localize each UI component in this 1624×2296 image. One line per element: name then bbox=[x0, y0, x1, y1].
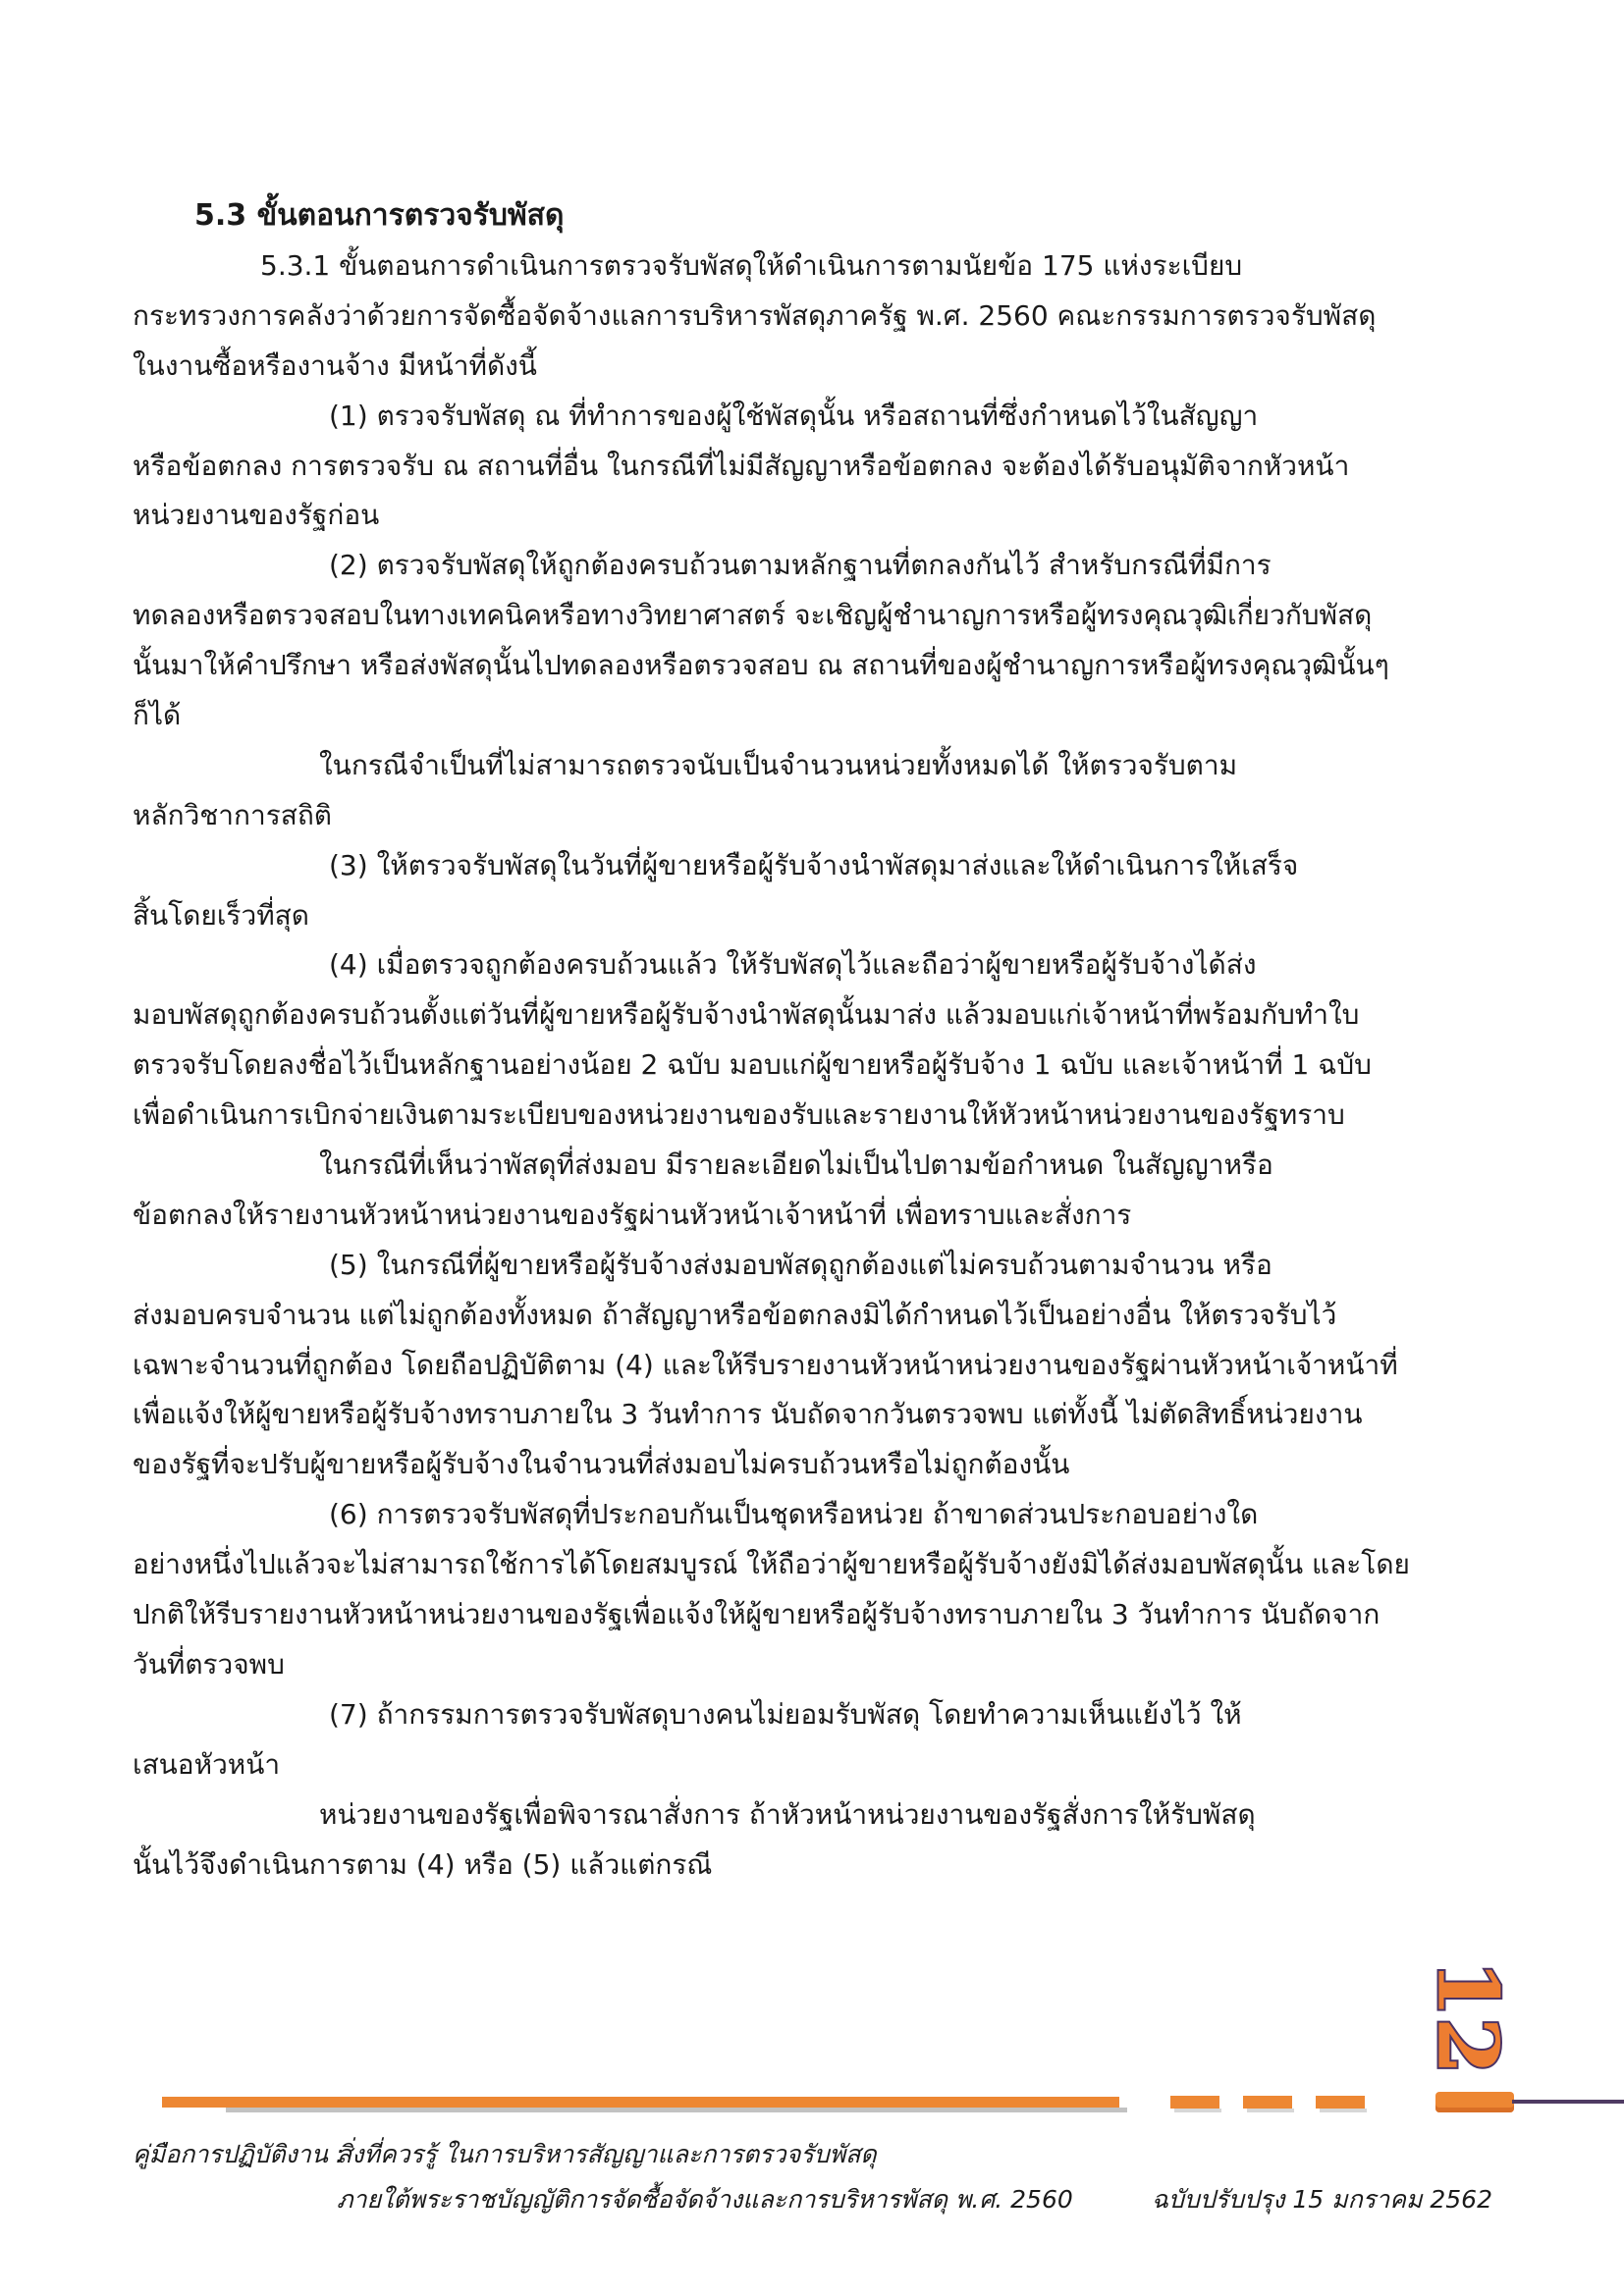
footer-revision-date: ฉบับปรับปรุง 15 มกราคม 2562 bbox=[1152, 2185, 1492, 2214]
page-footer bbox=[0, 2132, 1624, 2222]
text-line: ส่งมอบครบจำนวน แต่ไม่ถูกต้องทั้งหมด ถ้าสัญญาหรือข้อตกลงมิได้กำหนดไว้เป็นอย่างอื่น ให้ตรวจรับไว้ bbox=[133, 1298, 1337, 1331]
page-number-text: 12 bbox=[1419, 1959, 1517, 2075]
footer-manual-subtitle: ภายใต้พระราชบัญญัติการจัดซื้อจัดจ้างและการบริหารพัสดุ พ.ศ. 2560 bbox=[337, 2185, 1073, 2214]
document-lines bbox=[133, 241, 1507, 1890]
section-heading: 5.3 ขั้นตอนการตรวจรับพัสดุ bbox=[194, 198, 565, 233]
page-number bbox=[1414, 1951, 1522, 2084]
text-line: หน่วยงานของรัฐเพื่อพิจารณาสั่งการ ถ้าหัวหน้าหน่วยงานของรัฐสั่งการให้รับพัสดุ bbox=[319, 1797, 1256, 1831]
text-line: ปกติให้รีบรายงานหัวหน้าหน่วยงานของรัฐเพื่อแจ้งให้ผู้ขายหรือผู้รับจ้างทราบภายใน 3 วันทำการ นับถัดจาก bbox=[133, 1598, 1380, 1631]
text-line: ตรวจรับโดยลงชื่อไว้เป็นหลักฐานอย่างน้อย 2 ฉบับ มอบแก่ผู้ขายหรือผู้รับจ้าง 1 ฉบับ และเจ้าหน้าที่ 1 ฉบับ bbox=[133, 1048, 1372, 1082]
divider-dash bbox=[1243, 2096, 1292, 2109]
footer-manual-title: สิ่งที่ควรรู้ ในการบริหารสัญญาและการตรวจรับพัสดุ bbox=[337, 2140, 877, 2168]
text-line: ของรัฐที่จะปรับผู้ขายหรือผู้รับจ้างในจำนวนที่ส่งมอบไม่ครบถ้วนหรือไม่ถูกต้องนั้น bbox=[133, 1448, 1070, 1481]
text-line: ก็ได้ bbox=[133, 699, 182, 732]
text-line: 5.3.1 ขั้นตอนการดำเนินการตรวจรับพัสดุให้ดำเนินการตามนัยข้อ 175 แห่งระเบียบ bbox=[260, 249, 1243, 282]
text-line: (5) ในกรณีที่ผู้ขายหรือผู้รับจ้างส่งมอบพัสดุถูกต้องแต่ไม่ครบถ้วนตามจำนวน หรือ bbox=[329, 1248, 1272, 1281]
text-line: ในกรณีที่เห็นว่าพัสดุที่ส่งมอบ มีรายละเอียดไม่เป็นไปตามข้อกำหนด ในสัญญาหรือ bbox=[319, 1148, 1273, 1182]
divider-bar-shadow bbox=[226, 2108, 1127, 2112]
divider-end-line bbox=[1512, 2100, 1624, 2104]
text-line: (3) ให้ตรวจรับพัสดุในวันที่ผู้ขายหรือผู้รับจ้างนำพัสดุมาส่งและให้ดำเนินการให้เสร็จ bbox=[329, 848, 1299, 881]
text-line: เพื่อแจ้งให้ผู้ขายหรือผู้รับจ้างทราบภายใน 3 วันทำการ นับถัดจากวันตรวจพบ แต่ทั้งนี้ ไม่ตัดสิทธิ์หน่วยงาน bbox=[133, 1398, 1363, 1431]
text-line: (4) เมื่อตรวจถูกต้องครบถ้วนแล้ว ให้รับพัสดุไว้และถือว่าผู้ขายหรือผู้รับจ้างได้ส่ง bbox=[329, 948, 1257, 982]
divider-dash bbox=[1170, 2096, 1219, 2109]
text-line: เพื่อดำเนินการเบิกจ่ายเงินตามระเบียบของหน่วยงานของรับและรายงานให้หัวหน้าหน่วยงานของรัฐทราบ bbox=[133, 1098, 1345, 1132]
text-line: หรือข้อตกลง การตรวจรับ ณ สถานที่อื่น ในกรณีที่ไม่มีสัญญาหรือข้อตกลง จะต้องได้รับอนุมัติจากหัวหน้า bbox=[133, 449, 1350, 482]
text-line: (2) ตรวจรับพัสดุให้ถูกต้องครบถ้วนตามหลักฐานที่ตกลงกันไว้ สำหรับกรณีที่มีการ bbox=[329, 549, 1272, 582]
text-line: ข้อตกลงให้รายงานหัวหน้าหน่วยงานของรัฐผ่านหัวหน้าเจ้าหน้าที่ เพื่อทราบและสั่งการ bbox=[133, 1198, 1132, 1231]
text-line: หน่วยงานของรัฐก่อน bbox=[133, 499, 380, 532]
text-line: ในงานซื้อหรืองานจ้าง มีหน้าที่ดังนี้ bbox=[133, 348, 537, 382]
divider-end-block bbox=[1435, 2092, 1514, 2112]
page-number-graphic bbox=[1414, 1951, 1522, 2084]
divider-dash-shadow bbox=[1174, 2109, 1221, 2112]
text-line: มอบพัสดุถูกต้องครบถ้วนตั้งแต่วันที่ผู้ขายหรือผู้รับจ้างนำพัสดุนั้นมาส่ง แล้วมอบแก่เจ้าหน้าที่พร้อมกับทำใบ bbox=[133, 998, 1360, 1032]
footer-divider bbox=[0, 2089, 1624, 2128]
text-line: กระทรวงการคลังว่าด้วยการจัดซื้อจัดจ้างแลการบริหารพัสดุภาครัฐ พ.ศ. 2560 คณะกรรมการตรวจรับพัสดุ bbox=[133, 298, 1377, 332]
text-line: นั้นไว้จึงดำเนินการตาม (4) หรือ (5) แล้วแต่กรณี bbox=[133, 1847, 713, 1881]
divider-dash bbox=[1316, 2096, 1365, 2109]
text-line: เฉพาะจำนวนที่ถูกต้อง โดยถือปฏิบัติตาม (4) และให้รีบรายงานหัวหน้าหน่วยงานของรัฐผ่านหัวหน้าเจ้าหน้าที่ bbox=[133, 1348, 1398, 1381]
text-line: (6) การตรวจรับพัสดุที่ประกอบกันเป็นชุดหรือหน่วย ถ้าขาดส่วนประกอบอย่างใด bbox=[329, 1498, 1259, 1531]
footer-label: คู่มือการปฏิบัติงาน : bbox=[133, 2140, 345, 2168]
divider-bar bbox=[162, 2097, 1119, 2108]
divider-dash-shadow bbox=[1247, 2109, 1294, 2112]
text-line: ทดลองหรือตรวจสอบในทางเทคนิคหรือทางวิทยาศาสตร์ จะเชิญผู้ชำนาญการหรือผู้ทรงคุณวุฒิเกี่ยวกับพัสดุ bbox=[133, 599, 1373, 632]
divider-dash-shadow bbox=[1320, 2109, 1367, 2112]
text-line: นั้นมาให้คำปรึกษา หรือส่งพัสดุนั้นไปทดลองหรือตรวจสอบ ณ สถานที่ของผู้ชำนาญการหรือผู้ทรงคุณวุฒินั้นๆ bbox=[133, 649, 1389, 682]
text-line: หลักวิชาการสถิติ bbox=[133, 798, 332, 831]
text-line: ในกรณีจำเป็นที่ไม่สามารถตรวจนับเป็นจำนวนหน่วยทั้งหมดได้ ให้ตรวจรับตาม bbox=[319, 748, 1238, 781]
text-line: (1) ตรวจรับพัสดุ ณ ที่ทำการของผู้ใช้พัสดุนั้น หรือสถานที่ซึ่งกำหนดไว้ในสัญญา bbox=[329, 399, 1259, 432]
text-line: (7) ถ้ากรรมการตรวจรับพัสดุบางคนไม่ยอมรับพัสดุ โดยทำความเห็นแย้งไว้ ให้ bbox=[329, 1697, 1242, 1731]
text-line: สิ้นโดยเร็วที่สุด bbox=[133, 898, 309, 932]
text-line: วันที่ตรวจพบ bbox=[133, 1647, 285, 1681]
text-line: อย่างหนึ่งไปแล้วจะไม่สามารถใช้การได้โดยสมบูรณ์ ให้ถือว่าผู้ขายหรือผู้รับจ้างยังมิได้ส่งมอบพัสดุนั้น และโดย bbox=[133, 1548, 1410, 1581]
text-line: เสนอหัวหน้า bbox=[133, 1747, 281, 1781]
